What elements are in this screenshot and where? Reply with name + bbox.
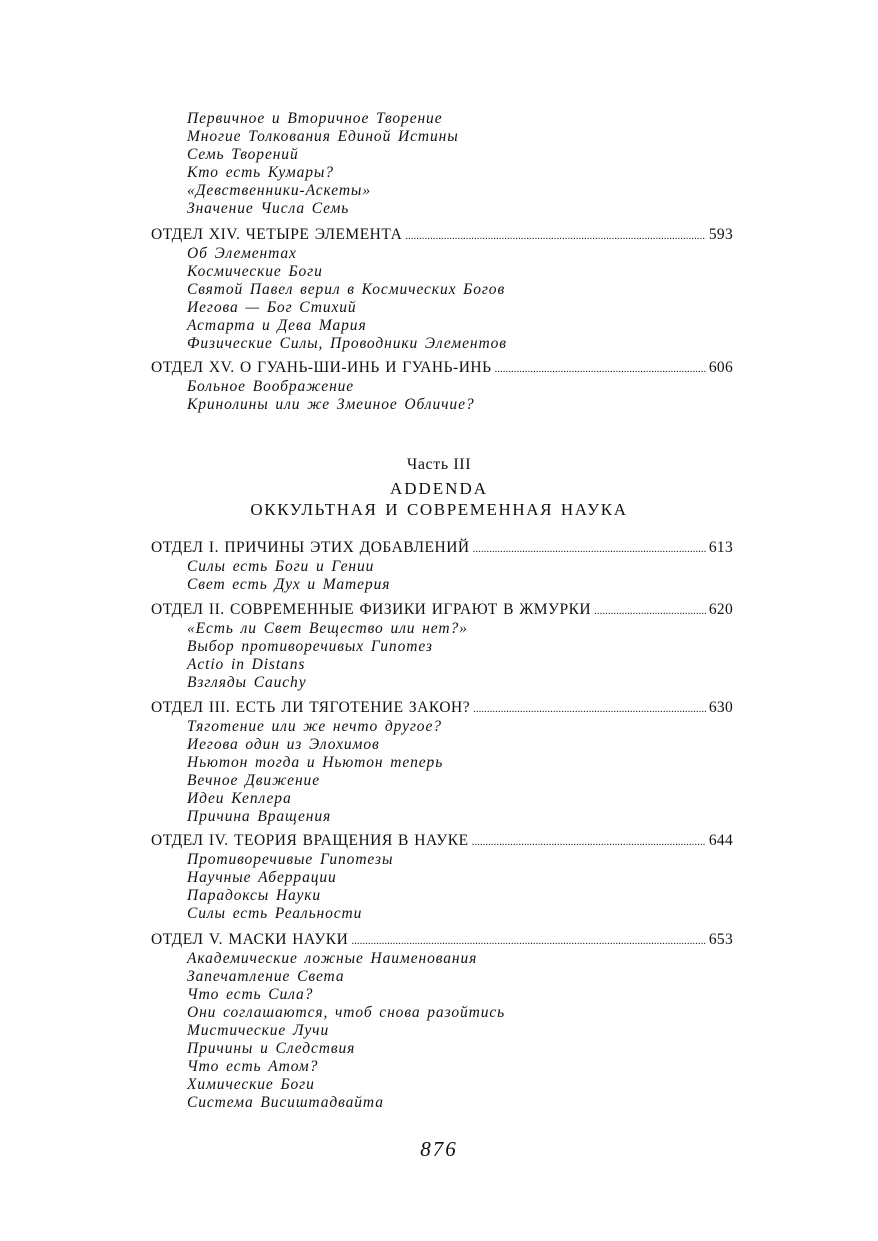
toc-section-heading [151,538,733,558]
section-title: ОТДЕЛ XV. О ГУАНЬ-ШИ-ИНЬ И ГУАНЬ-ИНЬ [151,359,492,376]
dot-leader [472,832,706,852]
toc-subitem: Многие Толкования Единой Истины [187,128,459,145]
toc-subitem: Мистические Лучи [187,1022,330,1039]
toc-subitem: Кто есть Кумары? [187,164,334,181]
toc-subitem: Причина Вращения [187,808,332,825]
toc-subitem: «Есть ли Свет Вещество или нет?» [187,620,468,637]
toc-subitem: Что есть Сила? [187,986,314,1003]
dot-leader [405,226,706,246]
toc-section-heading [151,600,733,620]
toc-subitem: Иегова — Бог Стихий [187,299,357,316]
toc-subitem: Больное Воображение [187,378,355,395]
toc-subitem: Ньютон тогда и Ньютон теперь [187,754,444,771]
toc-section-iii [151,698,733,826]
section-page-number: 630 [708,699,733,716]
toc-subitem: Семь Творений [187,146,299,163]
section-title: ОТДЕЛ V. МАСКИ НАУКИ [151,931,349,948]
toc-section-i [151,538,733,594]
section-title: ОТДЕЛ II. СОВРЕМЕННЫЕ ФИЗИКИ ИГРАЮТ В ЖМУРКИ [151,601,592,618]
toc-subitem: Силы есть Боги и Гении [187,558,375,575]
toc-section-heading [151,930,733,950]
toc-subitem: Физические Силы, Проводники Элементов [187,335,507,352]
section-title: ОТДЕЛ XIV. ЧЕТЫРЕ ЭЛЕМЕНТА [151,226,403,243]
toc-section-heading [151,831,733,851]
toc-subitem: Об Элементах [187,245,297,262]
toc-subitem: Святой Павел верил в Космических Богов [187,281,506,298]
toc-continued-items [151,110,733,218]
part-addenda: ADDENDA [389,479,489,498]
toc-subitem: Химические Боги [187,1076,315,1093]
toc-subitem: Идеи Кеплера [187,790,292,807]
toc-section-v [151,930,733,1112]
section-title: ОТДЕЛ III. ЕСТЬ ЛИ ТЯГОТЕНИЕ ЗАКОН? [151,699,471,716]
toc-subitem: Кринолины или же Змеиное Обличие? [187,396,475,413]
toc-subitem: Силы есть Реальности [187,905,363,922]
toc-subitem: Свет есть Дух и Материя [187,576,391,593]
toc-subitem: Запечатление Света [187,968,345,985]
toc-subitem: Actio in Distans [187,656,306,673]
section-title: ОТДЕЛ IV. ТЕОРИЯ ВРАЩЕНИЯ В НАУКЕ [151,832,469,849]
dot-leader [473,699,706,719]
part-title: ОККУЛЬТНАЯ И СОВРЕМЕННАЯ НАУКА [250,500,628,519]
toc-subitem: Иегова один из Элохимов [187,736,380,753]
section-page-number: 606 [708,359,733,376]
toc-subitem: Космические Боги [187,263,323,280]
dot-leader [351,931,706,951]
toc-section-heading [151,225,733,245]
section-page-number: 653 [708,931,733,948]
toc-subitem: Научные Аберрации [187,869,337,886]
toc-section-heading [151,698,733,718]
section-page-number: 613 [708,539,733,556]
toc-subitem: Система Висиштадвайта [187,1094,384,1111]
toc-subitem: Астарта и Дева Мария [187,317,367,334]
section-page-number: 644 [708,832,733,849]
toc-subitem: Взгляды Cauchy [187,674,307,691]
toc-subitem: Академические ложные Наименования [187,950,478,967]
toc-subitem: Выбор противоречивых Гипотез [187,638,433,655]
toc-subitem: Они соглашаются, чтоб снова разойтись [187,1004,506,1021]
part-label: Часть III [406,456,472,473]
section-title: ОТДЕЛ I. ПРИЧИНЫ ЭТИХ ДОБАВЛЕНИЙ [151,539,470,556]
toc-section-heading [151,358,733,378]
toc-subitem: Значение Числа Семь [187,200,350,217]
toc-subitem: Противоречивые Гипотезы [187,851,394,868]
section-page-number: 593 [708,226,733,243]
page-number: 876 [420,1137,458,1161]
dot-leader [473,539,706,559]
section-page-number: 620 [708,601,733,618]
toc-subitem: Парадоксы Науки [187,887,322,904]
toc-subitem: Вечное Движение [187,772,320,789]
toc-subitem: Тяготение или же нечто другое? [187,718,442,735]
toc-subitem: «Девственники-Аскеты» [187,182,371,199]
toc-section-xv [151,358,733,414]
toc-subitem: Что есть Атом? [187,1058,319,1075]
dot-leader [594,601,706,621]
toc-subitem: Первичное и Вторичное Творение [187,110,443,127]
toc-section-iv [151,831,733,923]
dot-leader [494,359,705,379]
toc-subitem: Причины и Следствия [187,1040,356,1057]
toc-section-ii [151,600,733,692]
toc-section-xiv [151,225,733,353]
